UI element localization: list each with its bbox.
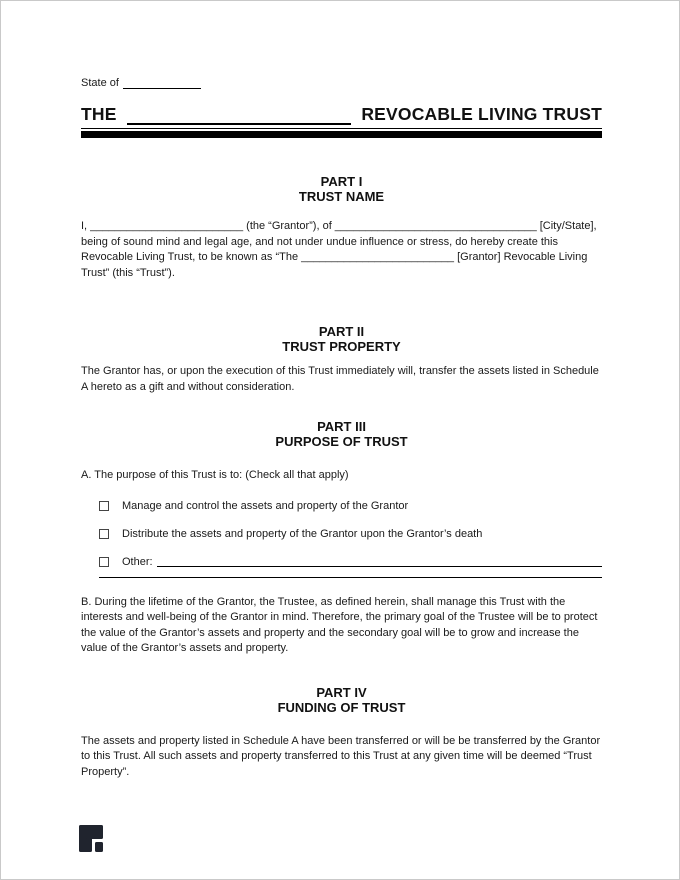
other-checkbox-label: Other: [122, 555, 153, 568]
state-of-label: State of [81, 77, 119, 89]
part1-title: TRUST NAME [298, 189, 385, 204]
part1-paragraph: I, _________________________ (the “Grantor”), of _________________________________ [City/State], being of sound mind and legal age, and not under undue influence or stress, do hereby create this Revocable Living Trust, to be known as “The _________________________ [Grantor] Revocable Living Trust” (this “Trust”). [81, 220, 597, 279]
part3-title: PURPOSE OF TRUST [275, 434, 408, 449]
part1-label: PART I [320, 174, 363, 189]
part2-title: TRUST PROPERTY [282, 339, 401, 354]
other-blank-line-1[interactable] [157, 557, 602, 567]
state-of-blank-line[interactable] [123, 77, 201, 89]
part1-heading [81, 174, 602, 204]
part4-heading [81, 685, 602, 715]
other-checkbox[interactable] [99, 557, 109, 567]
manage-checkbox-label: Manage and control the assets and property of the Grantor [122, 499, 409, 512]
manage-checkbox[interactable] [99, 501, 109, 511]
part2-heading [81, 324, 602, 354]
part4-title: FUNDING OF TRUST [277, 699, 406, 715]
part2-label: PART II [318, 324, 365, 339]
legal-templates-logo-icon [79, 825, 103, 852]
checkbox-row-manage [99, 500, 602, 512]
part3-intro: A. The purpose of this Trust is to: (Check all that apply) [81, 469, 349, 481]
title-blank-line[interactable] [127, 121, 352, 125]
document-title [81, 104, 602, 129]
state-of-line [81, 77, 602, 89]
part3-label: PART III [317, 419, 366, 434]
part2-paragraph: The Grantor has, or upon the execution of this Trust immediately will, transfer the assets listed in Schedule A hereto as a gift and without consideration. [81, 365, 599, 393]
other-blank-line-2[interactable] [99, 577, 602, 578]
part4-label: PART IV [316, 684, 367, 700]
checkbox-row-other [99, 556, 602, 568]
title-suffix: REVOCABLE LIVING TRUST [361, 104, 602, 124]
part4-paragraph: The assets and property listed in Schedule A have been transferred or will be be transferred by the Grantor to this Trust. All such assets and property transferred to this Trust at any given time will be deemed “Trust Property”. [81, 734, 601, 778]
title-thick-rule [81, 131, 602, 138]
part3-paragraph-b: B. During the lifetime of the Grantor, the Trustee, as defined herein, shall manage this Trust with the interests and well-being of the Grantor in mind. Therefore, the primary goal of the Trustee will be to protect the value of the Grantor’s assets and property and the secondary goal will be to grow and increase the value of the Grantor’s assets and property. [81, 595, 598, 654]
distribute-checkbox-label: Distribute the assets and property of the Grantor upon the Grantor’s death [122, 527, 483, 540]
title-prefix: THE [81, 104, 117, 124]
distribute-checkbox[interactable] [99, 529, 109, 539]
checkbox-row-distribute [99, 528, 602, 540]
part3-heading [81, 419, 602, 449]
